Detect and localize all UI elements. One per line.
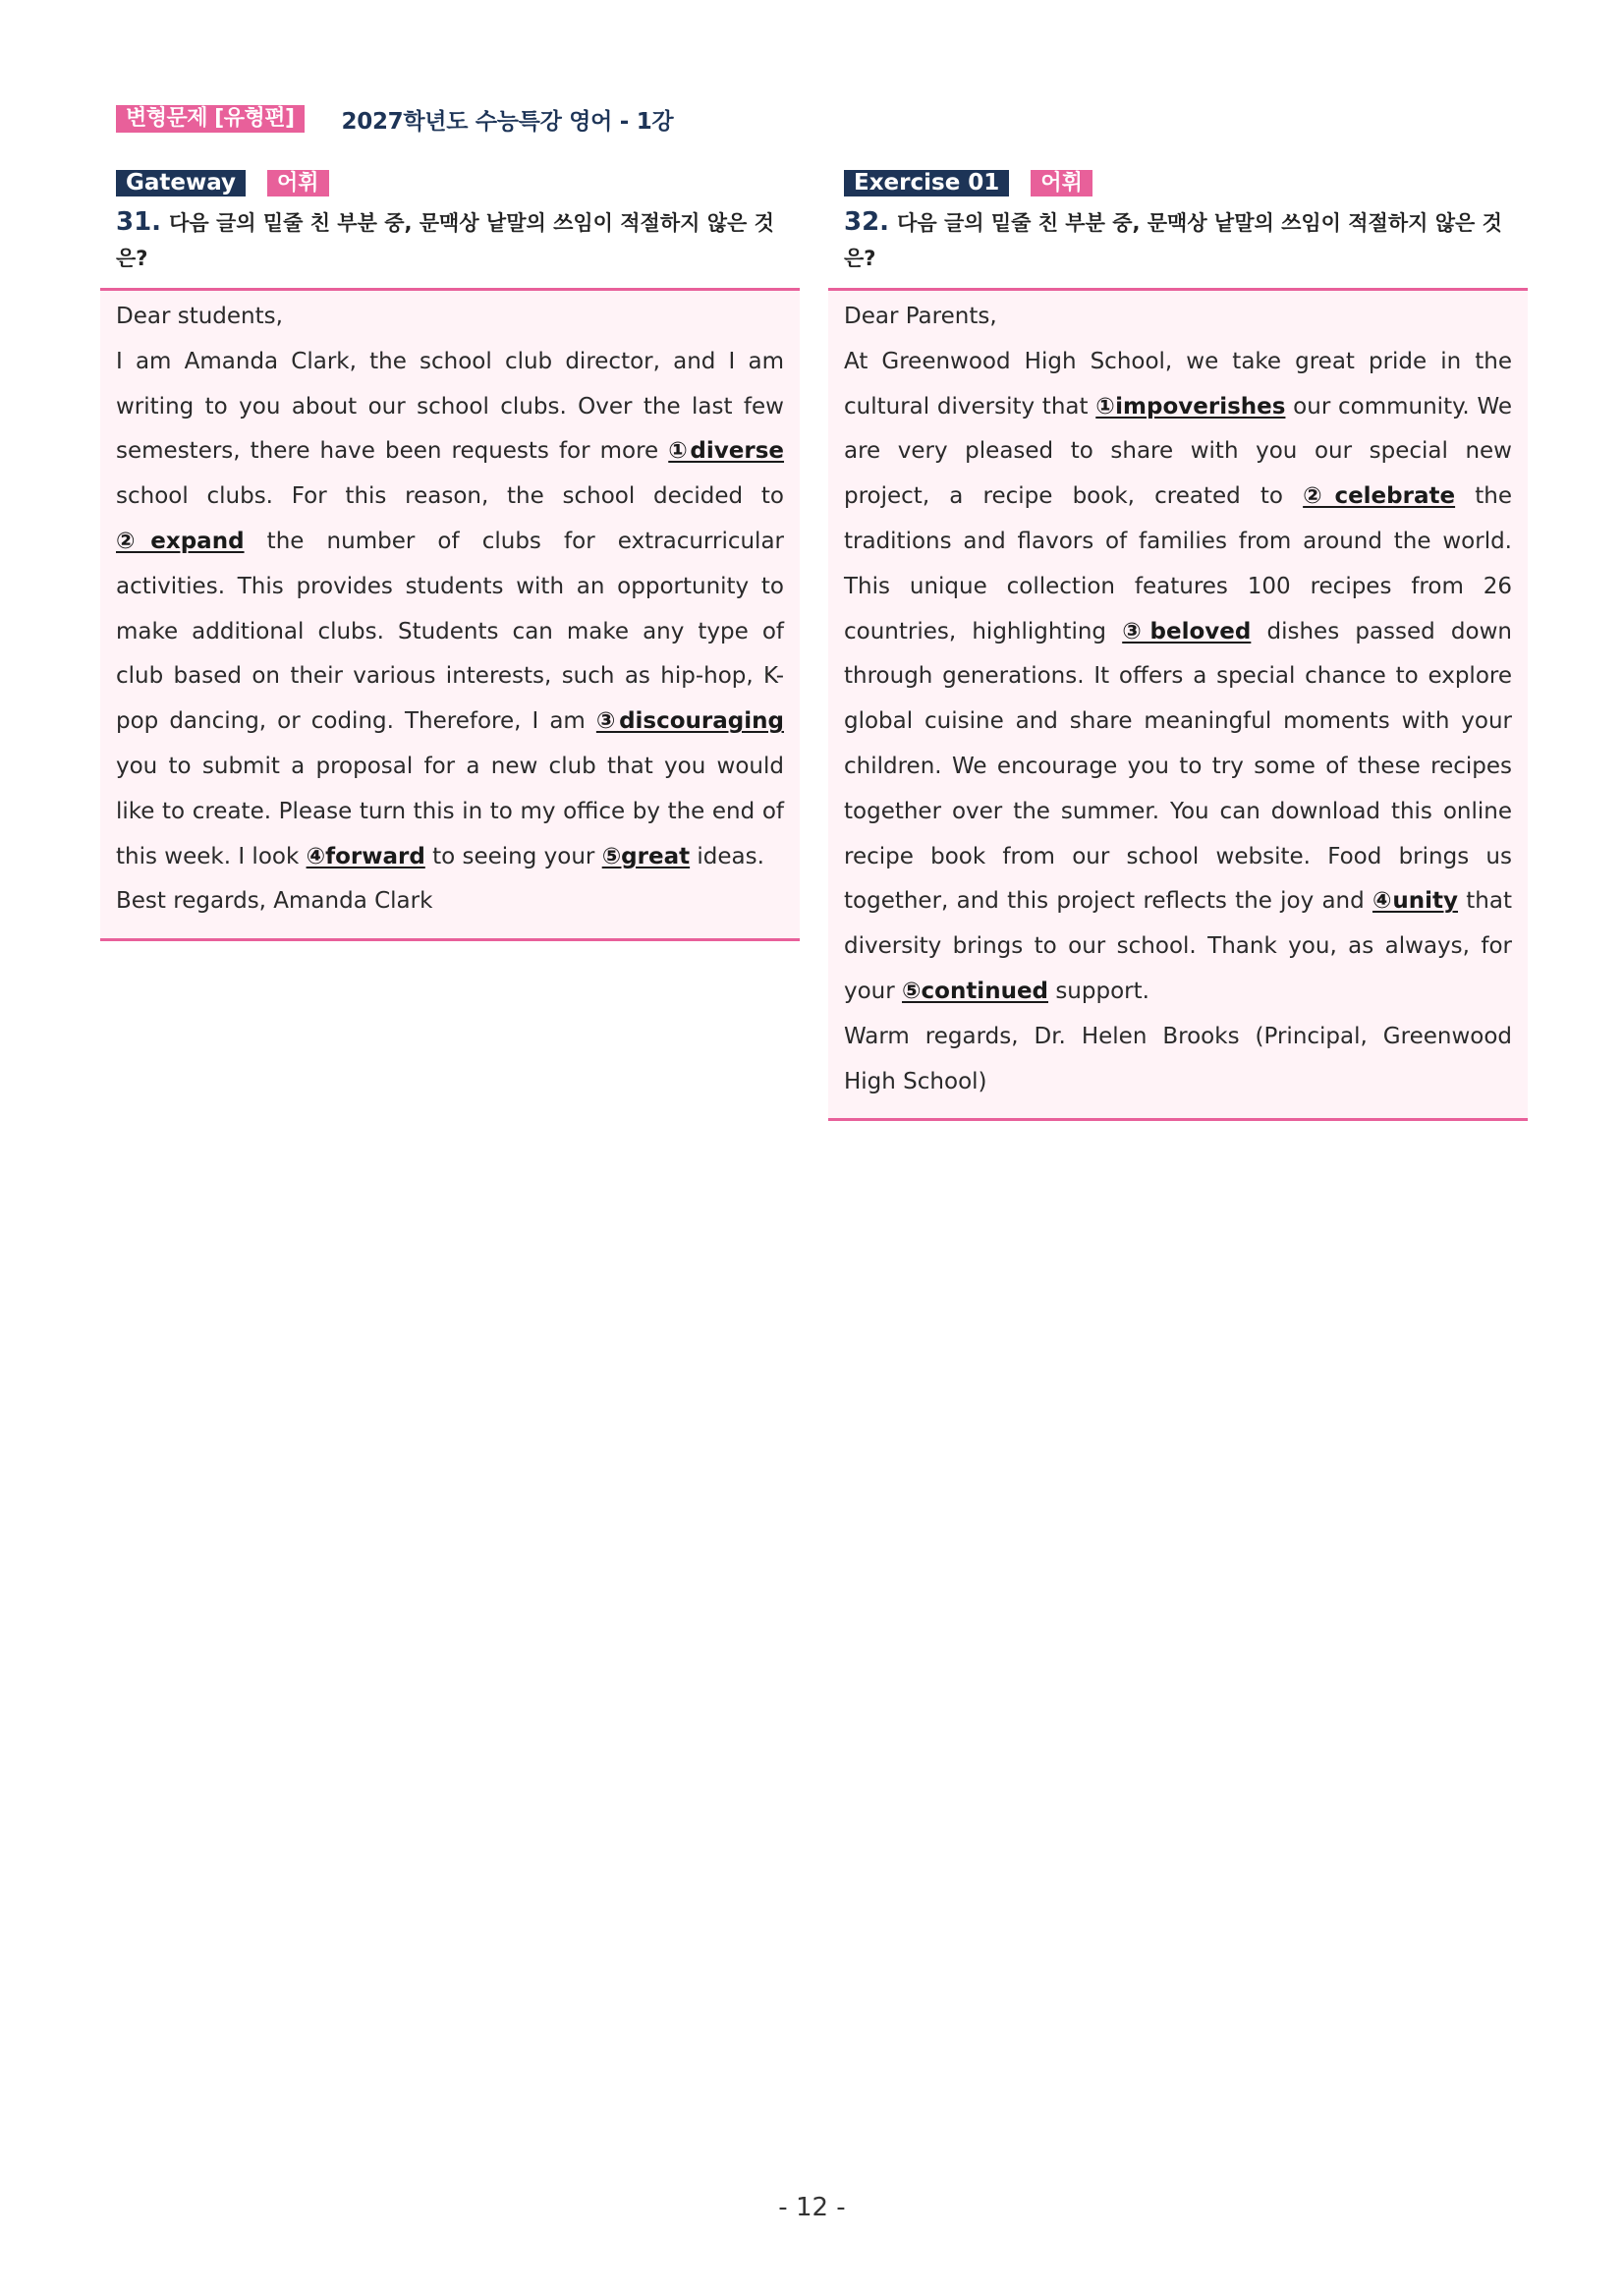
passage-text: support. [1048, 978, 1149, 1004]
underlined-choice-1: ①impoverishes [1095, 393, 1286, 420]
passage-text: the traditions and flavors of families from around the world. This unique collection features 100 recipes from 26 countries, highlighting [844, 483, 1512, 644]
question-text: 다음 글의 밑줄 친 부분 중, 문맥상 낱말의 쓰임이 적절하지 않은 것은? [844, 211, 1502, 270]
underlined-choice-2: ②celebrate [1303, 483, 1456, 510]
passage-closing: Warm regards, Dr. Helen Brooks (Principal, Greenwood High School) [844, 1023, 1512, 1094]
question-32-column [828, 169, 1528, 1121]
passage-31-box [100, 288, 800, 941]
underlined-choice-1: ①diverse [668, 438, 785, 465]
passage-text: school clubs. For this reason, the school decided to [116, 483, 784, 510]
page-number: - 12 - [778, 2193, 846, 2222]
passage-text: that diversity brings to our school. Thank you, as always, for your [844, 888, 1512, 1004]
question-number: 32. [844, 207, 890, 237]
passage-text: you to submit a proposal for a new club that you would like to create. Please turn this in to my office by the end of this week. I look [116, 753, 784, 869]
vocab-label: 어휘 [267, 170, 329, 196]
page-title: 2027학년도 수능특강 영어 - 1강 [341, 108, 674, 135]
underlined-choice-3: ③beloved [1122, 618, 1252, 644]
question-32-prompt [844, 204, 1512, 276]
underlined-choice-4: ④unity [1372, 888, 1459, 915]
question-32-labels [844, 169, 1528, 196]
underlined-choice-2: ②expand [116, 528, 245, 554]
question-text: 다음 글의 밑줄 친 부분 중, 문맥상 낱말의 쓰임이 적절하지 않은 것은? [116, 211, 774, 270]
passage-text: the number of clubs for extracurricular activities. This provides students with an opportunity to make additional clubs. Students can make any type of club based on their various interests, such as hip-hop, K-pop dancing, or coding. Therefore, I am [116, 528, 784, 735]
vocab-label: 어휘 [1031, 170, 1092, 196]
passage-text: to seeing your [424, 843, 602, 869]
passage-greeting: Dear students, [116, 304, 283, 329]
passage-text: our community. We are very pleased to share with you our special new project, a recipe book, created to [844, 393, 1512, 510]
underlined-choice-5: ⑤great [601, 843, 691, 869]
underlined-choice-4: ④forward [306, 843, 425, 869]
underlined-choice-5: ⑤continued [902, 978, 1049, 1004]
passage-closing: Best regards, Amanda Clark [116, 888, 433, 915]
passage-text: dishes passed down through generations. It offers a special chance to explore global cuisine and share meaningful moments with your children. We encourage you to try some of these recipes together over the summer. You can download this online recipe book from our school website. Food brings us together, and this project reflects the joy and [844, 618, 1512, 915]
exercise-label: Exercise 01 [844, 170, 1009, 196]
page-header [116, 102, 673, 136]
passage-body [844, 340, 1512, 1015]
passage-text: ideas. [690, 843, 764, 869]
question-number: 31. [116, 207, 162, 237]
passage-text: I am Amanda Clark, the school club director, and I am writing to you about our school clubs. Over the last few semesters, there have been requests for more [116, 348, 784, 465]
passage-body [116, 340, 784, 880]
question-31-prompt [116, 204, 784, 276]
passage-greeting: Dear Parents, [844, 304, 997, 329]
gateway-label: Gateway [116, 170, 246, 196]
question-31-column [100, 169, 800, 941]
underlined-choice-3: ③discouraging [595, 708, 784, 735]
problem-type-tag: 변형문제 [유형편] [116, 105, 305, 133]
passage-32-box [828, 288, 1528, 1121]
question-31-labels [116, 169, 800, 196]
passage-text: At Greenwood High School, we take great pride in the cultural diversity that [844, 348, 1512, 420]
